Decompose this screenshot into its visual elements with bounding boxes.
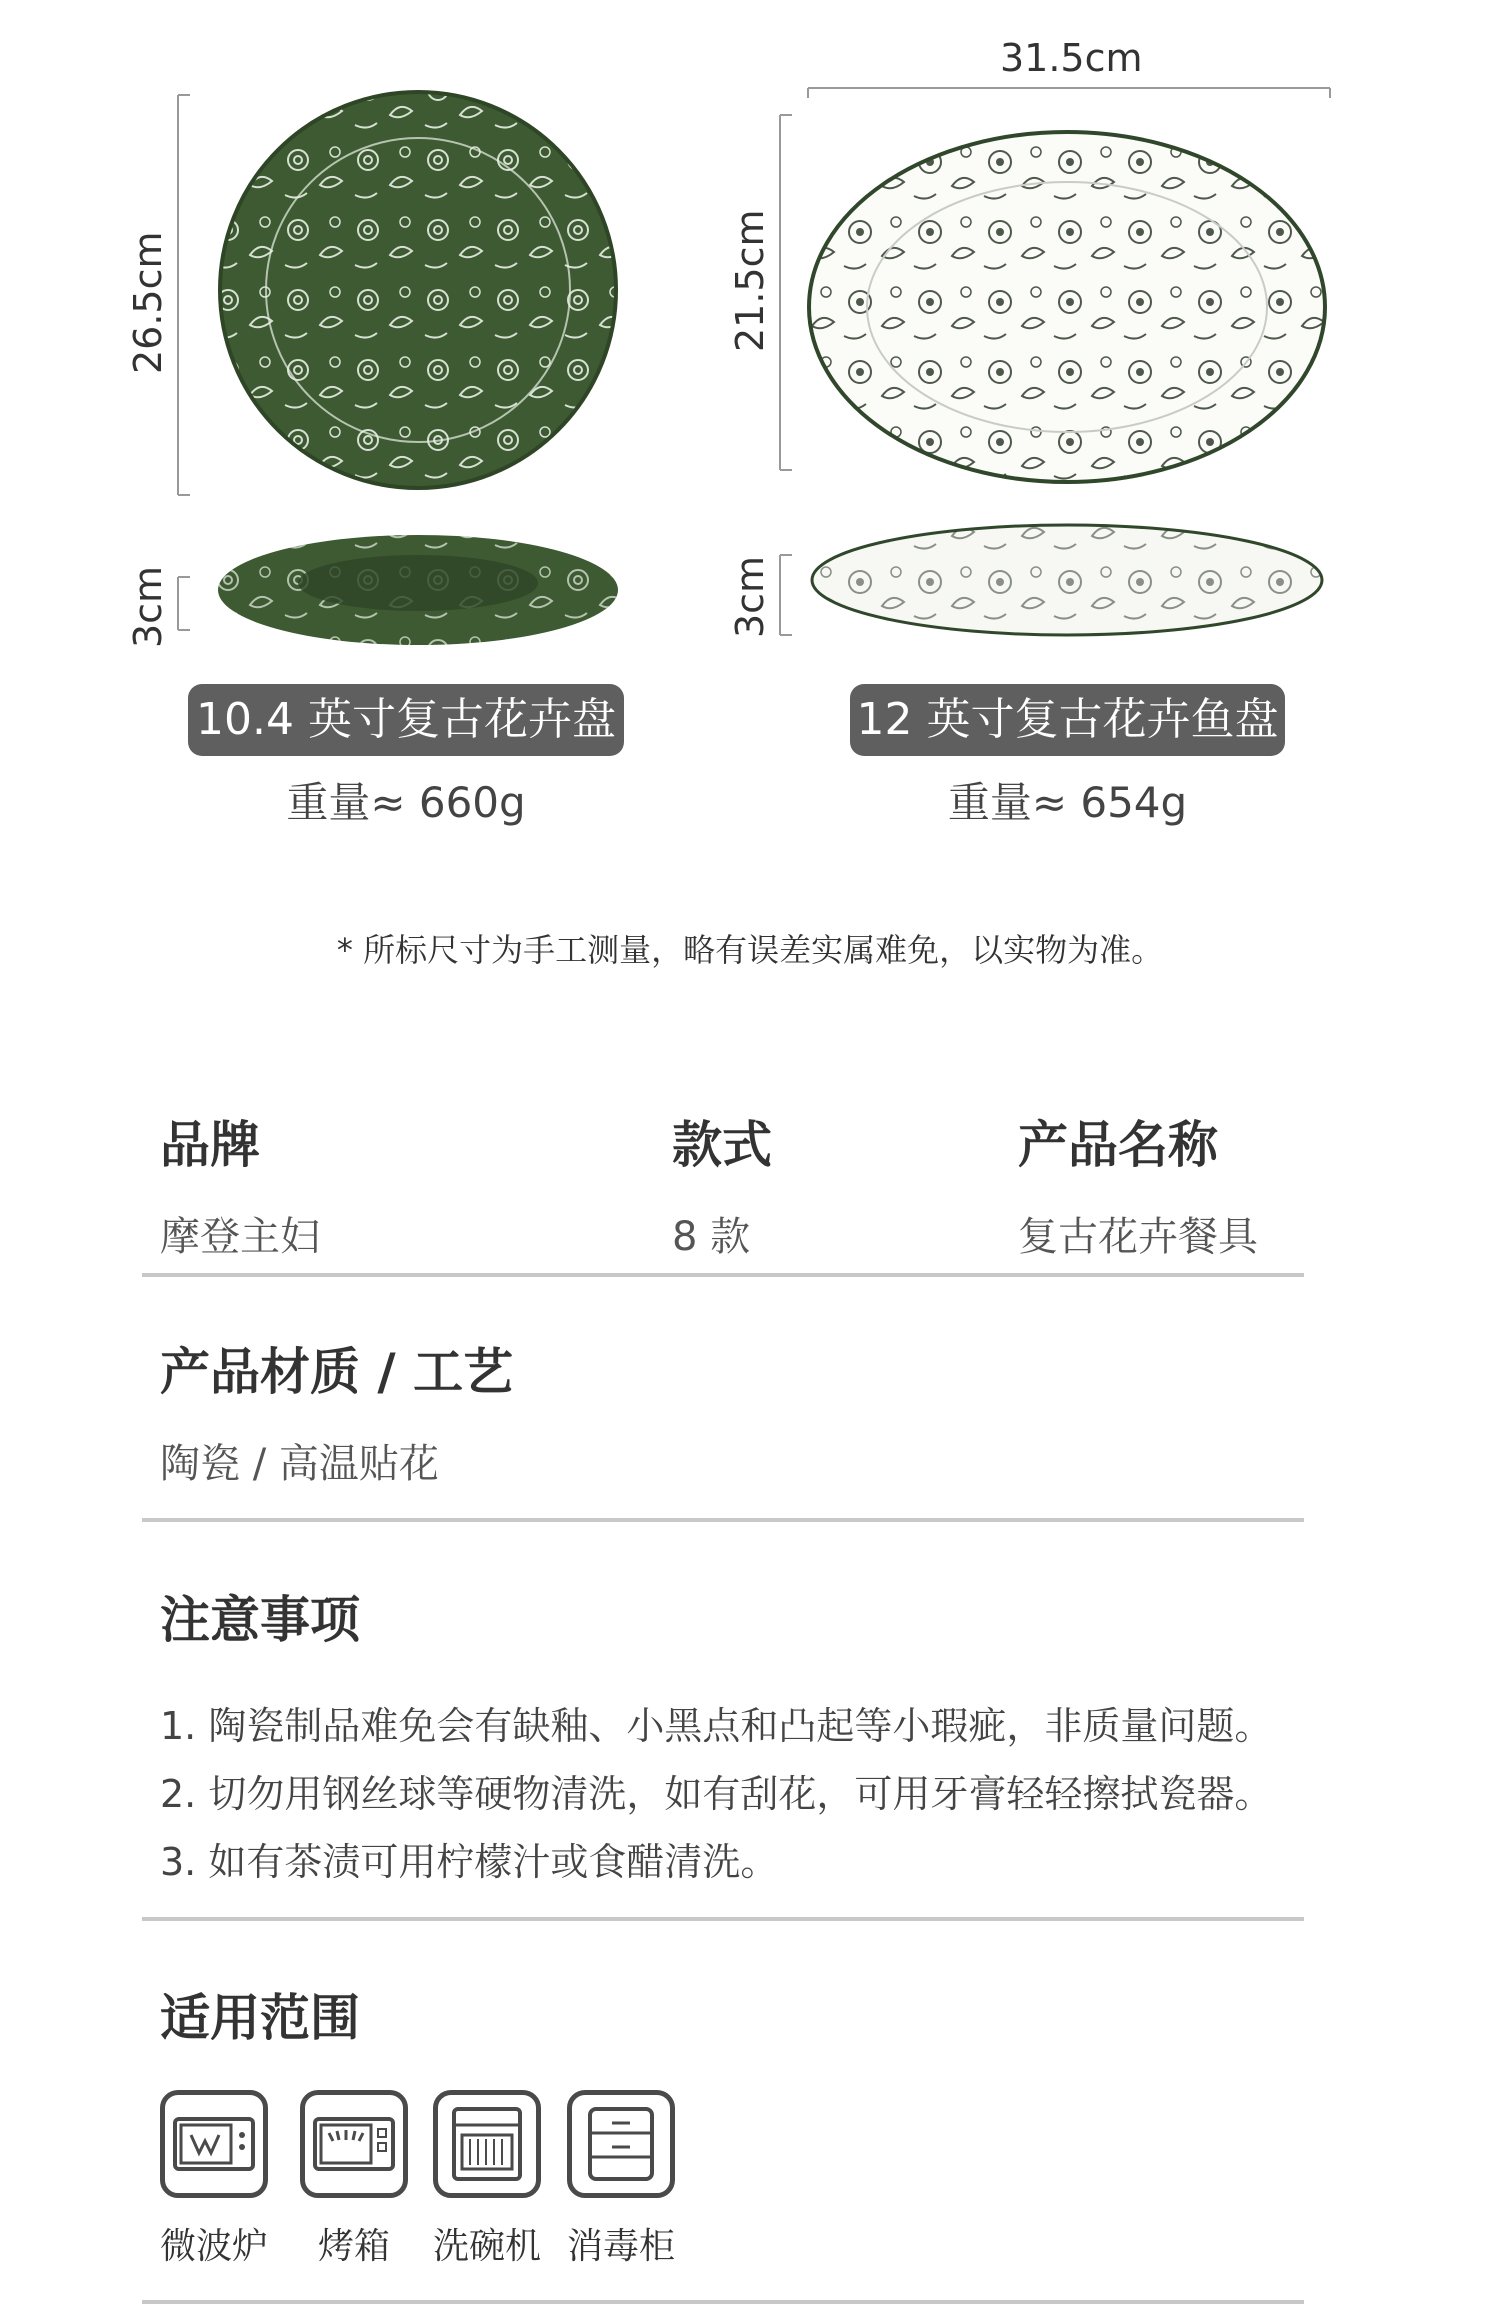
sterilizer-cabinet-icon [567, 2090, 675, 2198]
fish-plate-height-label: 3cm [728, 555, 772, 639]
divider [142, 1917, 1304, 1921]
notice-item: 2. 切勿用钢丝球等硬物清洗，如有刮花，可用牙膏轻轻擦拭瓷器。 [160, 1772, 1273, 1816]
divider [142, 2300, 1304, 2304]
divider [142, 1518, 1304, 1522]
divider [142, 1273, 1304, 1277]
material-label: 产品材质 / 工艺 [160, 1343, 514, 1401]
usage-label-dishwasher: 洗碗机 [432, 2226, 541, 2267]
notice-item: 3. 如有茶渍可用柠檬汁或食醋清洗。 [160, 1840, 779, 1884]
style-label: 款式 [672, 1116, 772, 1174]
usage-label-oven: 烤箱 [317, 2226, 390, 2267]
plate-diameter-label: 26.5cm [126, 231, 170, 374]
floral-plate-top-view [220, 92, 616, 488]
product-name-label: 产品名称 [1018, 1116, 1218, 1174]
microwave-icon [160, 2090, 268, 2198]
notice-item: 1. 陶瓷制品难免会有缺釉、小黑点和凸起等小瑕疵，非质量问题。 [160, 1704, 1273, 1748]
dishwasher-icon [433, 2090, 541, 2198]
measurement-note: * 所标尺寸为手工测量，略有误差实属难免，以实物为准。 [336, 931, 1164, 969]
brand-label: 品牌 [160, 1116, 260, 1174]
product-name-badge: 10.4 英寸复古花卉盘 [188, 684, 624, 756]
product-weight: 重量≈ 660g [286, 778, 526, 827]
floral-fish-plate-side-view [812, 525, 1322, 635]
floral-plate-side-view [218, 535, 618, 645]
fish-plate-width-label: 31.5cm [1000, 36, 1143, 80]
plate-height-label: 3cm [126, 565, 170, 649]
usage-title: 适用范围 [160, 1989, 360, 2047]
oven-icon [300, 2090, 408, 2198]
brand-value: 摩登主妇 [160, 1214, 320, 1260]
fish-plate-length-label: 21.5cm [728, 209, 772, 352]
notice-title: 注意事项 [160, 1591, 360, 1649]
usage-label-microwave: 微波炉 [159, 2226, 268, 2267]
usage-label-sterilizer: 消毒柜 [566, 2226, 675, 2267]
product-weight: 重量≈ 654g [947, 778, 1188, 827]
style-value: 8 款 [672, 1214, 751, 1260]
floral-fish-plate-top-view [809, 132, 1325, 482]
product-name-value: 复古花卉餐具 [1018, 1214, 1258, 1260]
material-value: 陶瓷 / 高温贴花 [160, 1441, 439, 1487]
product-name-badge: 12 英寸复古花卉鱼盘 [850, 684, 1285, 756]
